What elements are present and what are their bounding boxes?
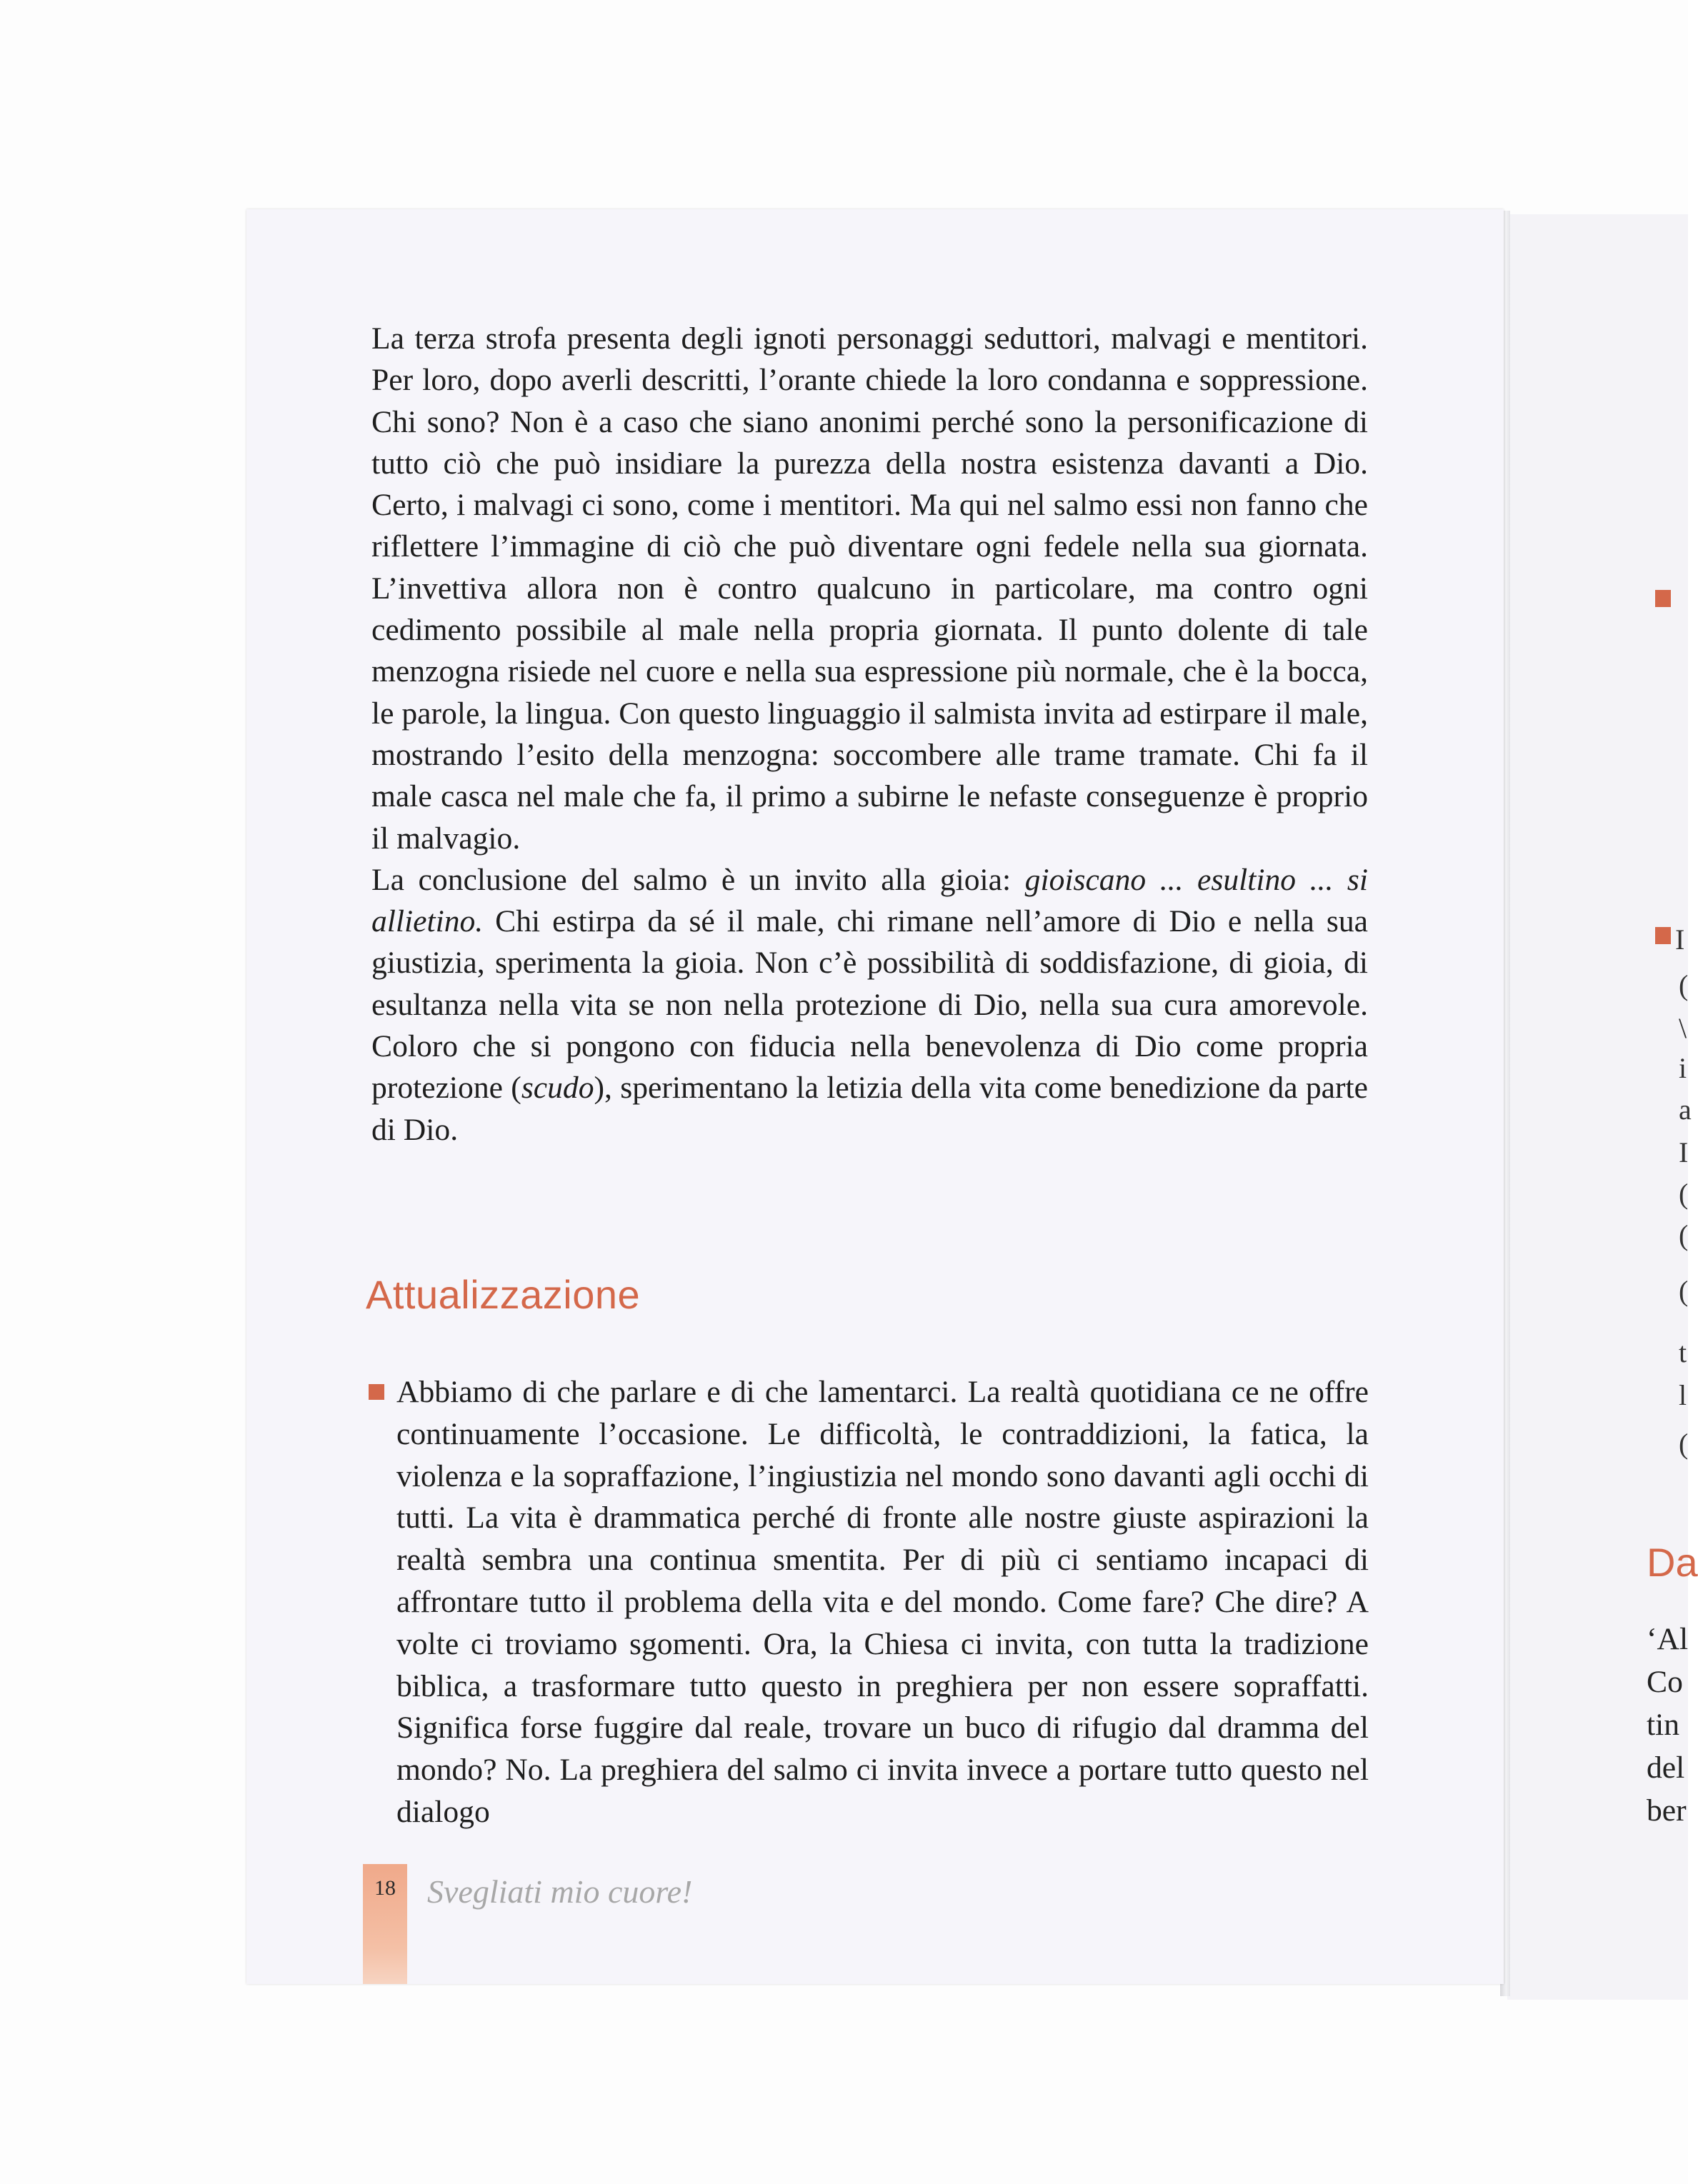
paragraph-2-start: La conclusione del salmo è un invito alla gioia: [371, 862, 1025, 897]
right-text-line: tin [1647, 1708, 1680, 1742]
right-text-line: del [1647, 1750, 1685, 1785]
right-bullet-square-icon [1655, 927, 1671, 944]
bullet-square-icon [369, 1384, 384, 1400]
running-title: Svegliati mio cuore! [427, 1873, 693, 1910]
right-glyph: ( [1679, 1428, 1689, 1460]
right-text-line: Co [1647, 1665, 1683, 1699]
right-glyph: ( [1679, 1178, 1689, 1210]
paragraph-2-middle: Chi estirpa da sé il male, chi rimane nell’amore di Dio e nella sua giustizia, sperimenta la gioia. Non c’è possibilità di soddisfazione, di gioia, di esultanza nella vita se non nella protezione di Dio, nella sua cura amorevole. Coloro che si pongono con fiducia nella benevolenza di Dio come propria protezione ( [371, 904, 1368, 1106]
right-section-heading: Da [1647, 1540, 1698, 1585]
right-bullet-square-icon [1655, 590, 1671, 607]
section-heading: Attualizzazione [366, 1272, 641, 1317]
right-glyph: I [1679, 1136, 1689, 1168]
right-glyph: ( [1679, 1275, 1689, 1307]
right-glyph: I [1675, 923, 1685, 956]
right-glyph: \ [1679, 1012, 1687, 1044]
page-number: 18 [374, 1876, 396, 1900]
right-glyph: i [1679, 1052, 1687, 1084]
bullet-text: Abbiamo di che parlare e di che lamentarci. La realtà quotidiana ce ne offre continuamente l’occasione. Le difficoltà, le contraddizioni, la fatica, la violenza e la sopraffazione, l’ingiustizia nel mondo sono davanti agli occhi di tutti. La vita è drammatica perché di fronte alle nostre giuste aspirazioni la realtà sembra una continua smentita. Per di più ci sentiamo incapaci di affrontare tutto il problema della vita e del mondo. Come fare? Che dire? A volte ci troviamo sgomenti. Ora, la Chiesa ci invita, con tutta la tradizione biblica, a trasformare tutto questo in preghiera per non essere sopraffatti. Significa forse fuggire dal reale, trovare un buco di rifugio dal dramma del mondo? No. La preghiera del salmo ci invita invece a portare tutto questo nel dialogo [396, 1375, 1369, 1829]
right-text-line: ‘Al [1647, 1622, 1689, 1656]
right-glyph: t [1679, 1336, 1687, 1368]
paragraph-2-italic: gioiscano ... esultino ... si allietino. [371, 862, 1368, 939]
right-glyph: l [1679, 1379, 1687, 1411]
paragraph-2-end: ), sperimentano la letizia della vita come benedizione da parte di Dio. [371, 1071, 1368, 1147]
paragraph-2-italic-scudo: scudo [521, 1071, 594, 1106]
right-glyph: ( [1679, 1219, 1689, 1251]
right-glyph: a [1679, 1093, 1692, 1126]
paragraph-2 [371, 859, 1368, 1151]
bullet-item [369, 1371, 1369, 1833]
paragraph-1: La terza strofa presenta degli ignoti personaggi seduttori, malvagi e mentitori. Per loro, dopo averli descritti, l’orante chiede la loro condanna e soppressione. Chi sono? Non è a caso che siano anonimi perché sono la personificazione di tutto ciò che può insidiare la purezza della nostra esistenza davanti a Dio. Certo, i malvagi ci sono, come i mentitori. Ma qui nel salmo essi non fanno che riflettere l’immagine di ciò che può diventare ogni fedele nella sua giornata. L’invettiva allora non è contro qualcuno in particolare, ma contro ogni cedimento possibile al male nella propria giornata. Il punto dolente di tale menzogna risiede nel cuore e nella sua espressione più normale, che è la bocca, le parole, la lingua. Con questo linguaggio il salmista invita ad estirpare il male, mostrando l’esito della menzogna: soccombere alle trame tramate. Chi fa il male casca nel male che fa, il primo a subirne le nefaste conseguenze è proprio il malvagio. [371, 321, 1368, 856]
body-text [371, 318, 1368, 1151]
right-glyph: ( [1679, 969, 1689, 1001]
right-text-line: ber [1647, 1793, 1687, 1828]
